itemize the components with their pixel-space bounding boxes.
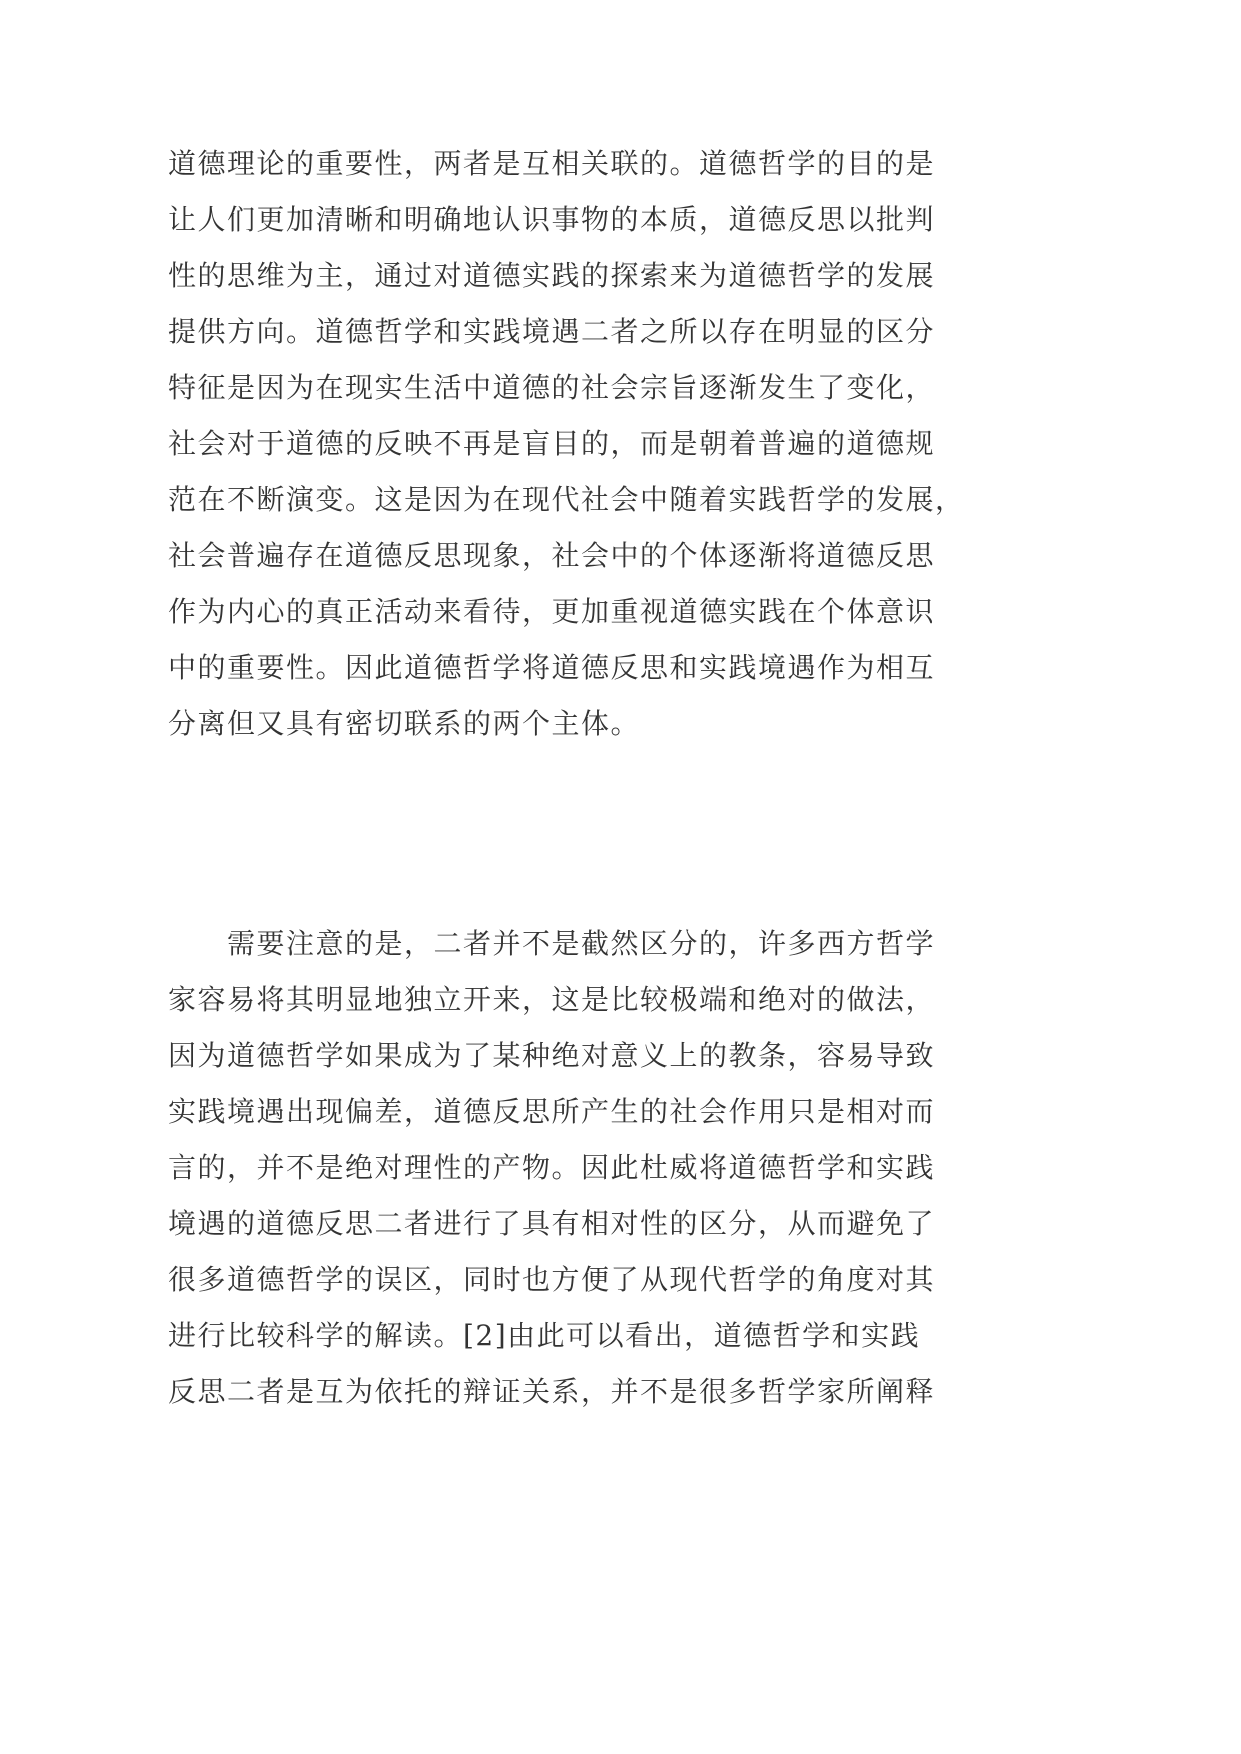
text-line: 言的，并不是绝对理性的产物。因此杜威将道德哲学和实践	[168, 1151, 936, 1184]
text-line: 特征是因为在现实生活中道德的社会宗旨逐渐发生了变化，	[168, 371, 936, 404]
text-line: 社会对于道德的反映不再是盲目的，而是朝着普遍的道德规	[168, 427, 936, 460]
text-line: 中的重要性。因此道德哲学将道德反思和实践境遇作为相互	[168, 651, 936, 684]
text-line: 提供方向。道德哲学和实践境遇二者之所以存在明显的区分	[168, 315, 936, 348]
paragraph-2	[168, 916, 948, 1420]
text-line: 性的思维为主，通过对道德实践的探索来为道德哲学的发展	[168, 259, 936, 292]
text-line: 分离但又具有密切联系的两个主体。	[168, 707, 641, 740]
text-line: 道德理论的重要性，两者是互相关联的。道德哲学的目的是	[168, 147, 936, 180]
text-line: 范在不断演变。这是因为在现代社会中随着实践哲学的发展，	[168, 483, 965, 516]
text-line: 让人们更加清晰和明确地认识事物的本质，道德反思以批判	[168, 203, 936, 236]
paragraph-1	[168, 136, 965, 752]
text-line: 需要注意的是，二者并不是截然区分的，许多西方哲学	[168, 927, 936, 960]
text-line: 家容易将其明显地独立开来，这是比较极端和绝对的做法，	[168, 983, 936, 1016]
text-line: 进行比较科学的解读。[2]由此可以看出，道德哲学和实践	[168, 1319, 921, 1352]
text-line: 作为内心的真正活动来看待，更加重视道德实践在个体意识	[168, 595, 936, 628]
text-line: 社会普遍存在道德反思现象，社会中的个体逐渐将道德反思	[168, 539, 936, 572]
text-line: 境遇的道德反思二者进行了具有相对性的区分，从而避免了	[168, 1207, 936, 1240]
text-line: 反思二者是互为依托的辩证关系，并不是很多哲学家所阐释	[168, 1375, 936, 1408]
text-line: 因为道德哲学如果成为了某种绝对意义上的教条，容易导致	[168, 1039, 936, 1072]
text-line: 实践境遇出现偏差，道德反思所产生的社会作用只是相对而	[168, 1095, 936, 1128]
text-line: 很多道德哲学的误区，同时也方便了从现代哲学的角度对其	[168, 1263, 936, 1296]
